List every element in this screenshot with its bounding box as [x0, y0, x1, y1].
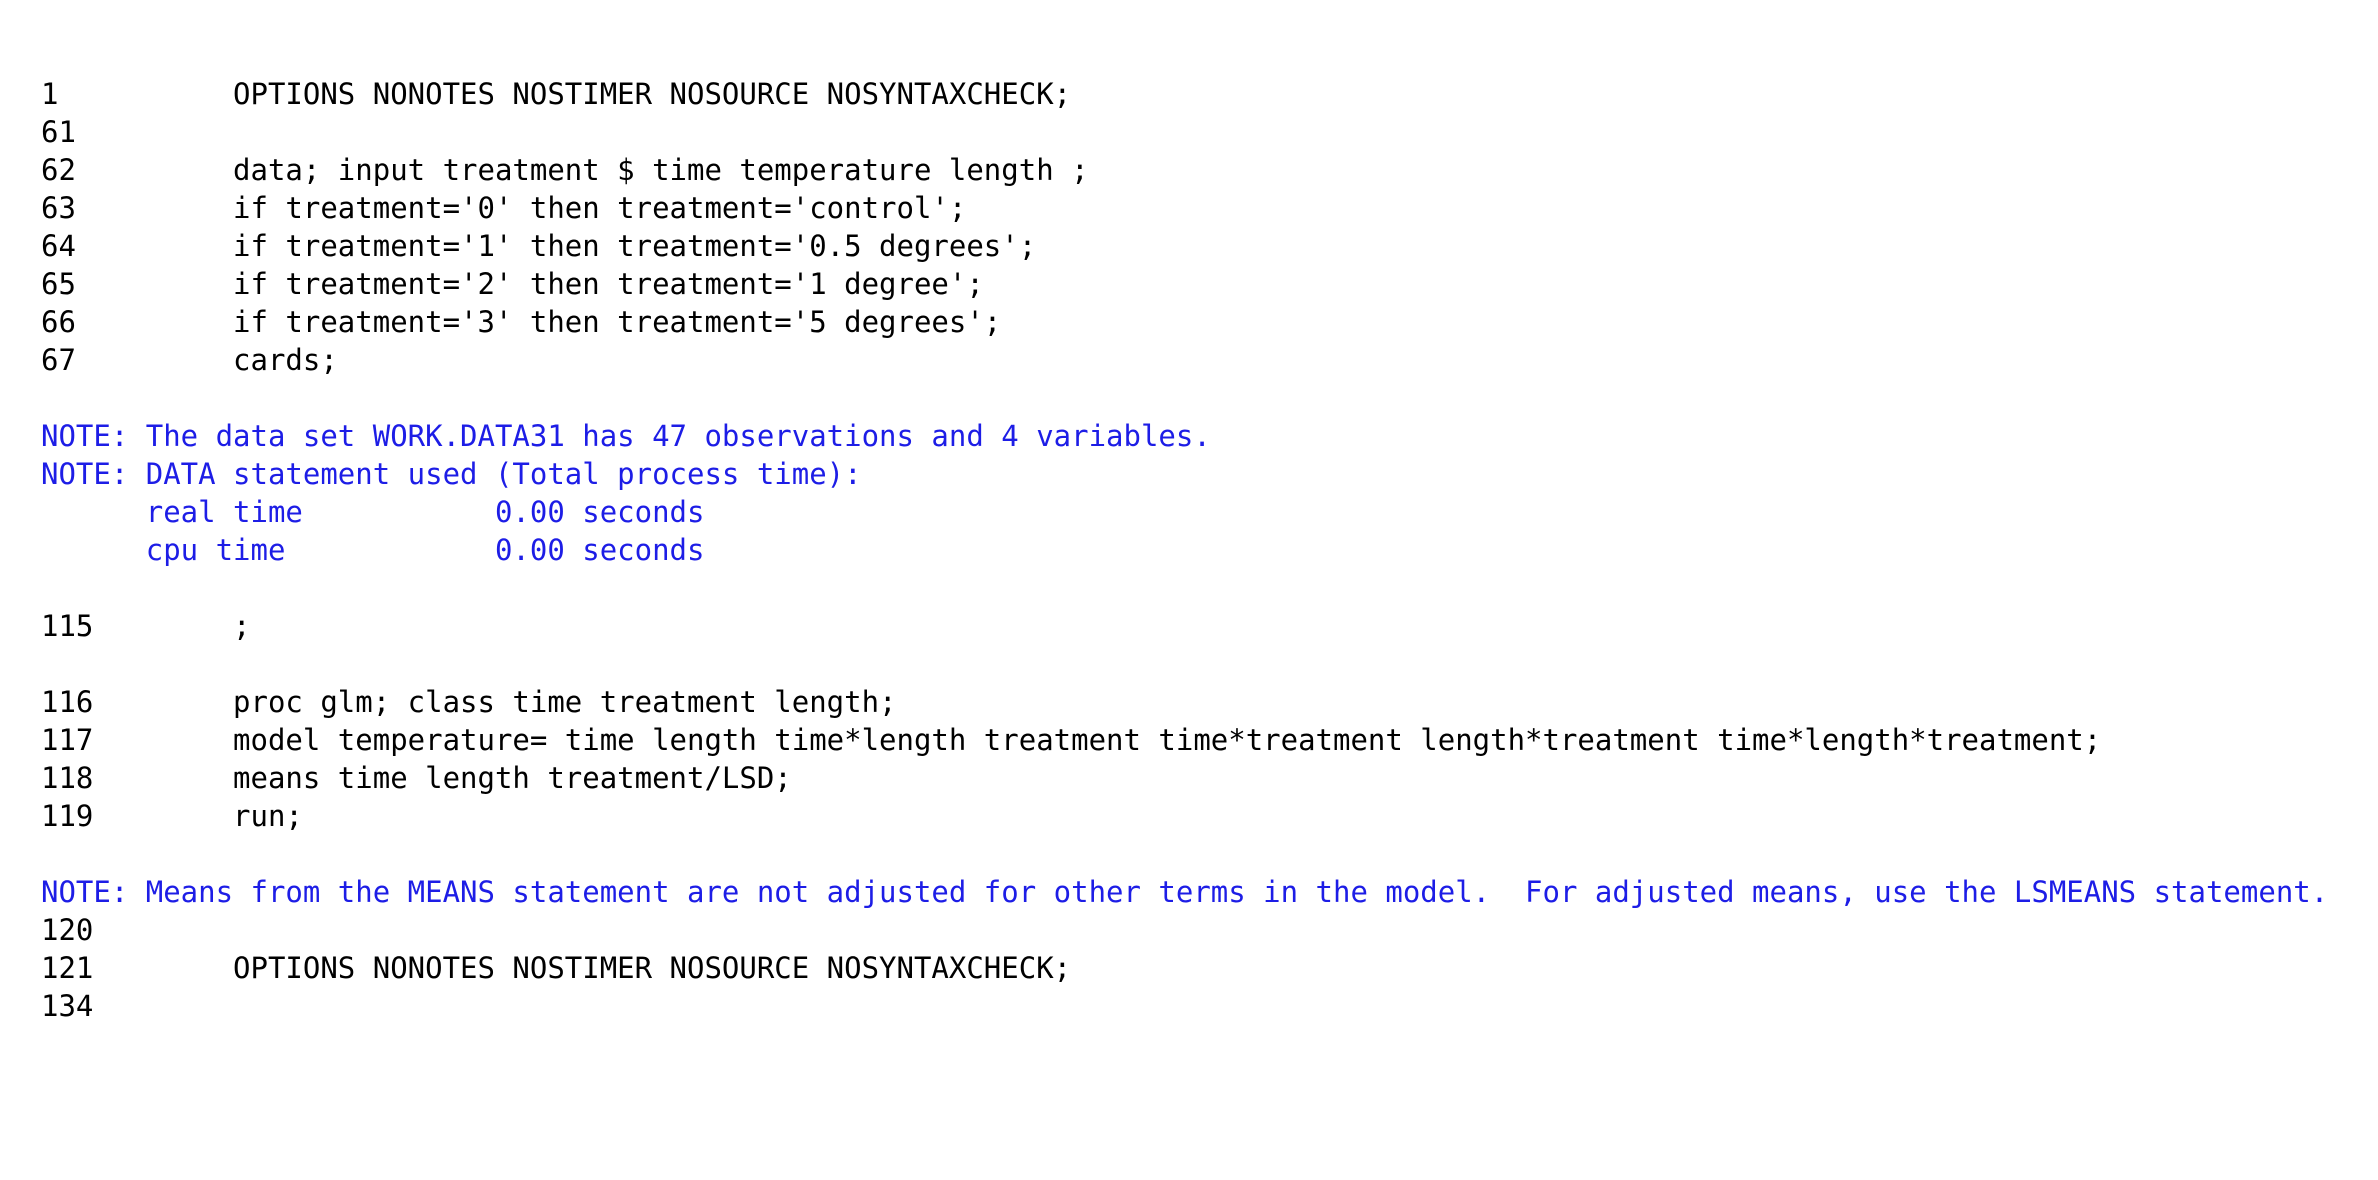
log-line-blank: [41, 645, 2378, 683]
log-line-source: 117 model temperature= time length time*length treatment time*treatment length*treatment time*length*treatment;: [41, 723, 2102, 757]
log-line-source: 67 cards;: [41, 343, 338, 377]
log-line-source: 66 if treatment='3' then treatment='5 degrees';: [41, 305, 1002, 339]
log-line-note: NOTE: DATA statement used (Total process time):: [41, 457, 862, 491]
log-line-source: 120: [41, 913, 94, 947]
log-line-source: 115 ;: [41, 609, 251, 643]
log-line-source: 62 data; input treatment $ time temperature length ;: [41, 153, 1089, 187]
log-line-blank: [41, 569, 2378, 607]
log-line-source: 118 means time length treatment/LSD;: [41, 761, 792, 795]
log-line-note: NOTE: The data set WORK.DATA31 has 47 observations and 4 variables.: [41, 419, 1211, 453]
log-line-source: 134: [41, 989, 94, 1023]
log-line-source: 65 if treatment='2' then treatment='1 degree';: [41, 267, 984, 301]
log-line-source: 64 if treatment='1' then treatment='0.5 degrees';: [41, 229, 1037, 263]
log-line-source: 1 OPTIONS NONOTES NOSTIMER NOSOURCE NOSYNTAXCHECK;: [41, 77, 1072, 111]
log-line-note: NOTE: Means from the MEANS statement are not adjusted for other terms in the model. For adjusted means, use the LSMEANS statement.: [41, 875, 2329, 909]
log-line-note: real time 0.00 seconds: [41, 495, 705, 529]
log-line-source: 116 proc glm; class time treatment length;: [41, 685, 897, 719]
log-line-note: cpu time 0.00 seconds: [41, 533, 705, 567]
log-line-source: 119 run;: [41, 799, 303, 833]
log-line-blank: [41, 379, 2378, 417]
log-line-source: 63 if treatment='0' then treatment='control';: [41, 191, 967, 225]
log-line-source: 61: [41, 115, 76, 149]
log-line-source: 121 OPTIONS NONOTES NOSTIMER NOSOURCE NOSYNTAXCHECK;: [41, 951, 1072, 985]
log-line-blank: [41, 835, 2378, 873]
